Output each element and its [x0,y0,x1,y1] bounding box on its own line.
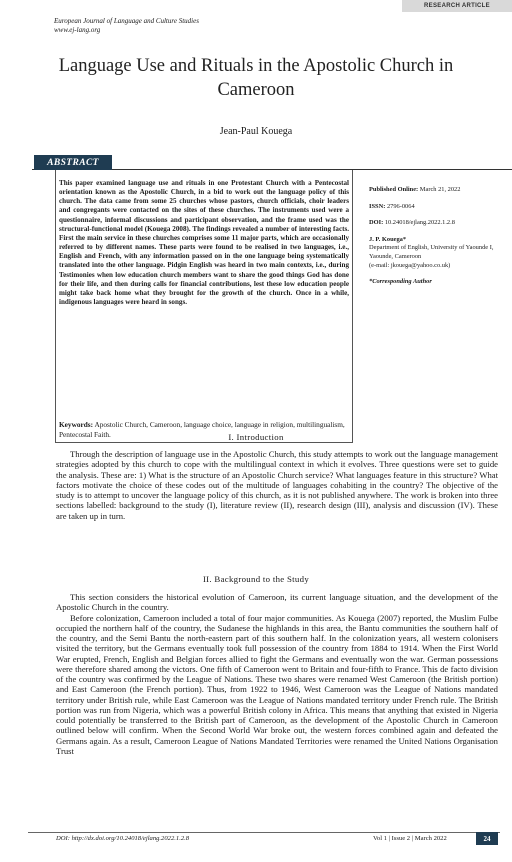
author-name: J. P. Kouega* [369,235,407,243]
issn-row [369,203,511,212]
author-email[interactable]: (e-mail: jkouega@yahoo.co.uk) [369,261,451,269]
keywords-label: Keywords: [59,420,94,429]
introduction-body [56,449,498,521]
doi-row [369,219,511,228]
abstract-text: This paper examined language use and rituals in one Protestant Church with a Pentecostal orientation known as the Apostolic Church, in a bid to work out the language policy of this church. The data came from some 25 churches whose pastors, church officials, choir leaders and congregants were contacted on the sites of these churches. The instruments used were a questionnaire, informal discussions and participant observation, and the frame used was the structural-functional model (Kouega 2008). The findings revealed a number of interesting facts. First the main service in these churches comprises some 11 major parts, which are occasionally referred to by different names. These parts were found to be realised in two languages, i.e., English and French, with any information passed on in the one language being systematically translated into the other language. Pidgin English was heard in two main contexts, i.e., during Testimonies when low education church members want to share the good things God has done for their life, and then during calls for financial contributions, lest these low education people might take back home what they brought for the growth of the church. Once in a while, indigenous languages were heard in songs. [59,179,349,307]
footer-doi[interactable]: DOI: http://dx.doi.org/10.24018/ejlang.2022.1.2.8 [56,835,190,842]
paragraph: This section considers the historical evolution of Cameroon, its current language situation, and the development of the Apostolic Church in the country. [56,592,498,613]
journal-url[interactable]: www.ej-lang.org [54,26,101,34]
paragraph: Before colonization, Cameroon included a total of four major communities. As Kouega (2007) reported, the Muslim Fulbe occupied the northern half of the country, the Sudanese the highlands in this area, the Bantu communities the southern half of the country, and the Semi Bantu the north-eastern part of this southern half. In the colonization years, all western colonisers visited the territory, but the Germans eventually took full possession of the country from 1884 to 1914. When the First World War erupted, French, English and Belgian forces allied to fight the Germans and eventually won the war. German possessions were therefore shared among the victors. One fifth of Cameroon went to Britain and four-fifth to France. This de facto division of the country was confirmed by the League of Nations. These two shares were renamed West Cameroon (the British portion) and East Cameroon (the French portion). Thus, from 1922 to 1946, West Cameroon was the League of Nations mandated territory under British rule, while East Cameroon was the League of Nations mandated territory under French rule. The British portion was run from Nigeria, which was a powerful British colony in Africa. This means that anything that existed in Nigeria could potentially be transferred to the British part of Cameroon, as the development of the Apostolic Church in Cameroon outlined below will confirm. When the Second World War broke out, the western forces combined again and defeated the Germans again. As a result, Cameroon League of Nations Mandated Territories were renamed the United Nations Organisation Trust [56,612,498,756]
paragraph: Through the description of language use in the Apostolic Church, this study attempts to work out the language management strategies adopted by this church to cope with the multilingual context in which it evolves. Three questions were set to guide the analysis. These are: 1) What is the structure of an Apostolic Church service? What languages feature in this structure? What factors motivate the choice of these codes out of the multitude of languages cohabiting in the country? The objective of the study is to attempt to uncover the language policy of this church, as it is not published anywhere. The work is broken into three sections labelled: background to the study (I), literature review (II), research design (III), analysis and discussion (IV). These are taken up in turn. [56,449,498,521]
corresponding-author-note: *Corresponding Author [369,278,432,286]
author-affiliation: Department of English, University of Yaounde I, Yaounde, Cameroon [369,244,494,260]
abstract-label: ABSTRACT [34,155,112,170]
article-author: Jean-Paul Kouega [219,126,293,137]
background-body [56,592,498,756]
article-type-tag: RESEARCH ARTICLE [402,0,512,12]
doi-value[interactable]: 10.24018/ejlang.2022.1.2.8 [384,219,455,227]
author-block [369,236,511,270]
journal-name: European Journal of Language and Culture Studies [54,17,199,25]
footer-rule [28,832,500,833]
page-number: 24 [476,832,498,845]
article-title: Language Use and Rituals in the Apostolic Church in Cameroon [58,56,454,100]
article-meta [369,186,511,295]
published-value: March 21, 2022 [419,186,461,193]
doi-label: DOI: [369,219,384,227]
issn-label: ISSN: [369,202,386,210]
journal-header [54,17,199,35]
issn-value: 2796-0064 [386,202,415,210]
footer-issue: Vol 1 | Issue 2 | March 2022 [373,835,447,842]
keywords-list: Apostolic Church, Cameroon, language choice, language in religion, multilingualism, Pentecostal Faith. [59,420,345,439]
published-row [369,186,511,195]
section-heading-background: II. Background to the Study [202,574,310,584]
published-label: Published Online: [369,186,419,193]
section-heading-introduction: I. Introduction [228,432,284,442]
